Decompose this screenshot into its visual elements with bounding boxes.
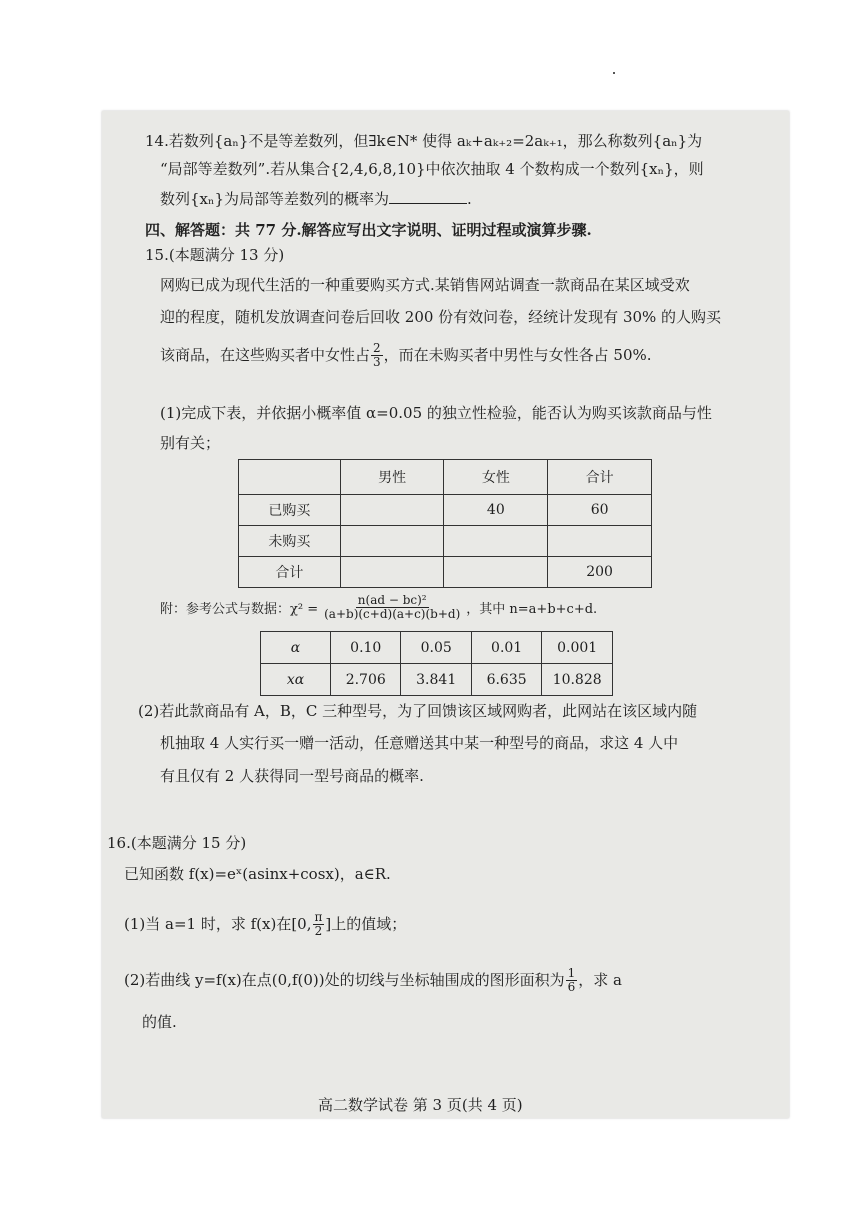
table-cell: xα <box>261 664 331 696</box>
q15-para-line3 <box>160 340 652 370</box>
q16-part1 <box>124 907 406 941</box>
table-header-total: 合计 <box>548 460 652 495</box>
table-row <box>239 460 652 495</box>
formula-denominator: (a+b)(c+d)(a+c)(b+d) <box>324 606 461 621</box>
q14-line1: 14.若数列{aₙ}不是等差数列，但∃k∈N* 使得 aₖ+aₖ₊₂=2aₖ₊₁，那么称数列{aₙ}为 <box>145 132 703 150</box>
q15-para-line3-a: 该商品，在这些购买者中女性占 <box>160 346 371 364</box>
formula-suffix: ，其中 n=a+b+c+d. <box>466 601 598 617</box>
q16-part2-a: (2)若曲线 y=f(x)在点(0,f(0))处的切线与坐标轴围成的图形面积为 <box>124 971 565 989</box>
fraction-numerator: 1 <box>567 965 576 980</box>
table-cell[interactable] <box>340 526 444 557</box>
page-footer: 高二数学试卷 第 3 页(共 4 页) <box>318 1096 523 1114</box>
table-cell[interactable] <box>444 557 548 588</box>
q15-part2-line2: 机抽取 4 人实行买一赠一活动，任意赠送其中某一种型号的商品，求这 4 人中 <box>160 734 679 752</box>
table-cell: 2.706 <box>331 664 401 696</box>
contingency-table <box>238 459 652 588</box>
q16-part2-line1 <box>124 963 622 997</box>
q15-part1-line2: 别有关； <box>160 434 221 452</box>
chi-square-formula <box>160 589 597 625</box>
fraction-numerator: π <box>314 909 323 924</box>
formula-fraction <box>322 594 462 621</box>
fraction-denominator: 6 <box>567 979 576 994</box>
table-cell[interactable] <box>548 526 652 557</box>
fraction-denominator: 2 <box>314 923 323 938</box>
answer-blank[interactable] <box>389 189 467 204</box>
table-cell <box>239 460 341 495</box>
table-row <box>239 526 652 557</box>
fraction-pi-over-2 <box>313 911 325 938</box>
formula-prefix: 附：参考公式与数据：χ² = <box>160 601 319 617</box>
table-row <box>239 557 652 588</box>
table-cell: 0.10 <box>331 632 401 664</box>
table-cell: 60 <box>548 495 652 526</box>
section-4-header: 四、解答题：共 77 分.解答应写出文字说明、证明过程或演算步骤. <box>145 221 592 239</box>
table-cell: α <box>261 632 331 664</box>
fraction-two-thirds <box>371 342 383 369</box>
q16-part2-b: ，求 a <box>578 971 622 989</box>
table-cell: 200 <box>548 557 652 588</box>
table-row <box>261 632 613 664</box>
table-cell: 0.001 <box>542 632 613 664</box>
table-cell: 已购买 <box>239 495 341 526</box>
table-row <box>239 495 652 526</box>
table-cell: 10.828 <box>542 664 613 696</box>
q16-header: 16.(本题满分 15 分) <box>107 834 247 852</box>
table-cell: 合计 <box>239 557 341 588</box>
exam-page <box>102 111 789 1118</box>
table-cell[interactable] <box>444 526 548 557</box>
q16-intro: 已知函数 f(x)=eˣ(asinx+cosx)，a∈R. <box>124 865 391 883</box>
fraction-denominator: 3 <box>373 354 381 369</box>
q14-line2: “局部等差数列”.若从集合{2,4,6,8,10}中依次抽取 4 个数构成一个数列{xₙ}，则 <box>160 160 704 178</box>
q15-header: 15.(本题满分 13 分) <box>145 246 285 264</box>
fraction-one-sixth <box>566 967 578 994</box>
q14-line3: 数列{xₙ}为局部等差数列的概率为 . <box>160 190 472 208</box>
q14-line3-text: 数列{xₙ}为局部等差数列的概率为 <box>160 190 390 208</box>
q15-part2-line1: (2)若此款商品有 A，B，C 三种型号，为了回馈该区域网购者，此网站在该区域内随 <box>138 702 698 720</box>
table-header-male: 男性 <box>340 460 444 495</box>
table-cell: 40 <box>444 495 548 526</box>
table-cell[interactable] <box>340 495 444 526</box>
q15-para-line1: 网购已成为现代生活的一种重要购买方式.某销售网站调查一款商品在某区域受欢 <box>160 276 690 294</box>
scan-speck <box>613 72 615 74</box>
table-cell: 未购买 <box>239 526 341 557</box>
table-cell[interactable] <box>340 557 444 588</box>
table-cell: 6.635 <box>471 664 541 696</box>
q16-part1-b: ]上的值域； <box>325 915 407 933</box>
q15-part1-line1: (1)完成下表，并依据小概率值 α=0.05 的独立性检验，能否认为购买该款商品与性 <box>160 404 712 422</box>
q16-part2-line2: 的值. <box>142 1013 177 1031</box>
formula-numerator: n(ad − bc)² <box>357 592 427 607</box>
table-header-female: 女性 <box>444 460 548 495</box>
q16-part1-a: (1)当 a=1 时，求 f(x)在[0, <box>124 915 312 933</box>
fraction-numerator: 2 <box>373 340 381 355</box>
q15-para-line3-b: ，而在未购买者中男性与女性各占 50%. <box>383 346 652 364</box>
table-cell: 0.01 <box>471 632 541 664</box>
critical-value-table <box>260 631 613 696</box>
table-cell: 0.05 <box>401 632 471 664</box>
q15-part2-line3: 有且仅有 2 人获得同一型号商品的概率. <box>160 767 424 785</box>
q15-para-line2: 迎的程度，随机发放调查问卷后回收 200 份有效问卷，经统计发现有 30% 的人购买 <box>160 308 722 326</box>
table-row <box>261 664 613 696</box>
table-cell: 3.841 <box>401 664 471 696</box>
